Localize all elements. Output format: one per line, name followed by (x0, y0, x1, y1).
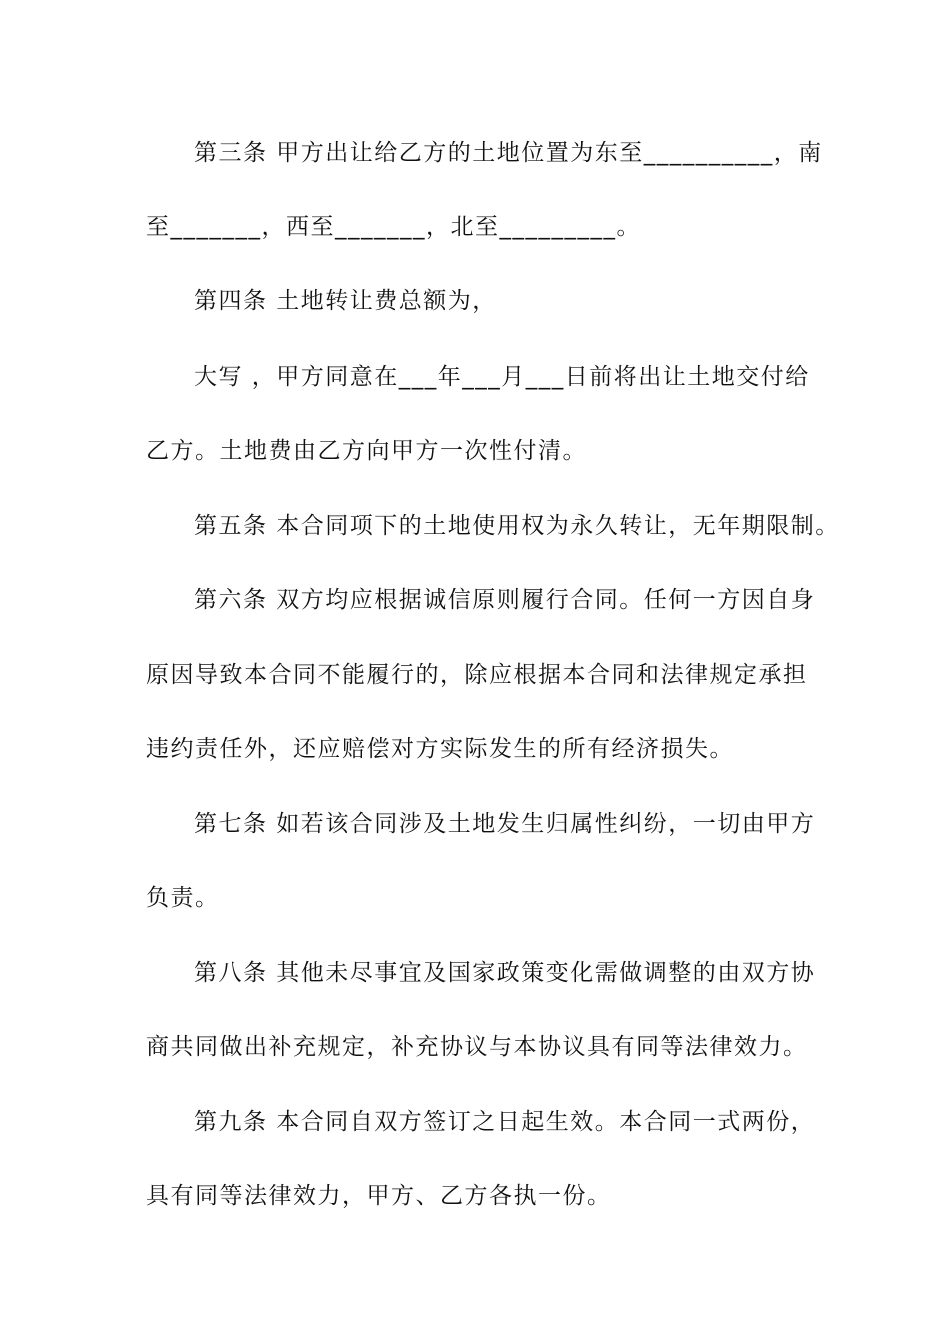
article-3-line-2: 至_______，西至_______，北至_________。 (146, 214, 641, 240)
article-7-line-2: 负责。 (146, 885, 220, 911)
article-9-line-1: 第九条 本合同自双方签订之日起生效。本合同一式两份， (194, 1109, 816, 1135)
article-5-line-1: 第五条 本合同项下的土地使用权为永久转让，无年期限制。 (194, 513, 840, 539)
article-4-line-1: 第四条 土地转让费总额为， (194, 288, 497, 314)
article-8-line-2: 商共同做出补充规定，补充协议与本协议具有同等法律效力。 (146, 1034, 808, 1060)
article-6-line-2: 原因导致本合同不能履行的，除应根据本合同和法律规定承担 (146, 662, 808, 688)
article-4-line-3: 乙方。土地费由乙方向甲方一次性付清。 (146, 438, 587, 464)
article-9-line-2: 具有同等法律效力，甲方、乙方各执一份。 (146, 1183, 612, 1209)
article-6-line-1: 第六条 双方均应根据诚信原则履行合同。任何一方因自身 (194, 587, 816, 613)
article-6-line-3: 违约责任外，还应赔偿对方实际发生的所有经济损失。 (146, 736, 734, 762)
article-8-line-1: 第八条 其他未尽事宜及国家政策变化需做调整的由双方协 (194, 960, 816, 986)
article-4-line-2: 大写 ，甲方同意在___年___月___日前将出让土地交付给 (194, 364, 810, 390)
article-7-line-1: 第七条 如若该合同涉及土地发生归属性纠纷，一切由甲方 (194, 811, 816, 837)
article-3-line-1: 第三条 甲方出让给乙方的土地位置为东至__________，南 (194, 140, 823, 166)
